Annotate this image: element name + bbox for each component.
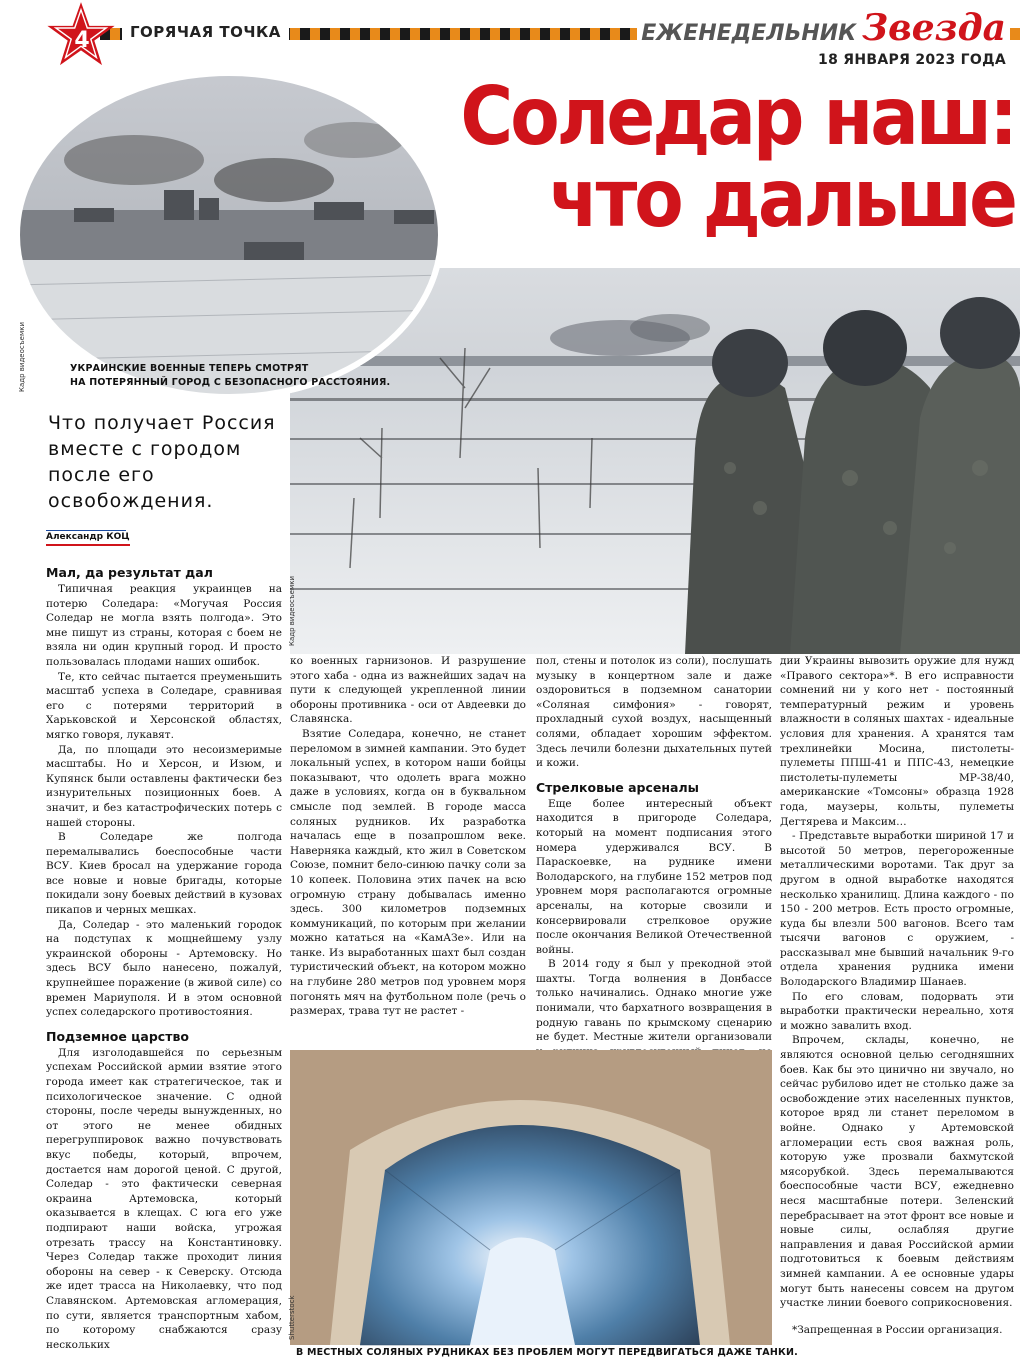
salt-mine-photo: [290, 1050, 772, 1345]
article-column-2: [290, 654, 526, 1044]
paragraph: В Соледаре же полгода перемалывались боеспособные части ВСУ. Киев бросал на удержание города все новые и новые бригады, которые покидали зону боевых действий в кузовах пикапов и черных мешках.: [46, 831, 282, 917]
paragraph: Те, кто сейчас пытается преуменьшить масштаб успеха в Соледаре, сравнивая его с потерями территорий в Харьковской и Херсонской областях, мягко говоря, лукавят.: [46, 670, 282, 741]
article-column-1: [46, 560, 282, 1369]
photo-credit: Кадр видеосъемки: [288, 575, 296, 646]
lead-text: Что получает Россия вместе с городом после его освобождения.: [48, 412, 276, 512]
article-column-3: [536, 654, 772, 1044]
paragraph: Да, Соледар - это маленький городок на подступах к мощнейшему узлу украинской обороны - Артемовску. Но здесь ВСУ было нанесено, пожалуй, крупнейшее поражение (в живой силе) со времен Мариуполя. И в этом основной успех соледарского противостояния.: [46, 918, 282, 1019]
paragraph: дии Украины вывозить оружие для нужд «Правого сектора»*. В его исправности сомнений ни у кого нет - постоянный температурный режим и уровень влажности в соляных шахтах - идеальные условия для хранения. А хранятся там трехлинейки Мосина, пистолеты-пулеметы ППШ-41 и ППС-43, немецкие пистолеты-пулеметы МР-38/40, американские «Томсоны» образца 1928 года, маузеры, кольты, пулеметы Дегтярева и Максим…: [780, 655, 1014, 828]
paragraph: Да, по площади это несоизмеримые масштабы. Но и Херсон, и Изюм, и Купянск были оставлены фактически без изнурительных позиционных боев. А значит, и без катастрофических потерь с нашей стороны.: [46, 743, 282, 829]
footnote: *Запрещенная в России организация.: [792, 1323, 1003, 1336]
city-inset-photo: [14, 70, 444, 400]
caption-line: УКРАИНСКИЕ ВОЕННЫЕ ТЕПЕРЬ СМОТРЯТ: [70, 363, 309, 374]
section-label: ГОРЯЧАЯ ТОЧКА: [122, 22, 289, 42]
subheading: Мал, да результат дал: [46, 565, 213, 580]
paragraph: В 2014 году я был у прекодной этой шахты. Тогда волнения в Донбассе только начинались. Однако многие уже понимали, что бархатного возвращения в родную гавань по крымскому сценарию не будет. Местные жители организовали: [536, 958, 772, 1044]
masthead: [637, 7, 1010, 49]
headline: [390, 70, 1015, 245]
paragraph: Типичная реакция украинцев на потерю Соледара: «Могучая Россия Соледар не могла взять полгода». Это мне пишут из страны, которая с боем не взяла ни один крупный город. И просто пользовалась плодами наших ошибок.: [46, 583, 282, 668]
paragraph: Еще более интересный объект находится в пригороде Соледара, который на момент подписания этого номера удерживался ВСУ. В Параскоевке, на руднике имени Володарского, на глубине 152 метров под уровнем моря располагаются огромные арсеналы, на которые свозили и консервировали стрелковое оружие после окончания Великой Отечественной войны.: [536, 797, 772, 956]
headline-line: Соледар наш:: [460, 70, 1015, 163]
issue-date: 18 ЯНВАРЯ 2023 ГОДА: [818, 52, 1006, 68]
photo-credit: Кадр видеосъемки: [18, 321, 26, 392]
headline-line: что дальше: [549, 152, 1015, 245]
subheading: Подземное царство: [46, 1028, 189, 1044]
photo-caption: В МЕСТНЫХ СОЛЯНЫХ РУДНИКАХ БЕЗ ПРОБЛЕМ МОГУТ ПЕРЕДВИГАТЬСЯ ДАЖЕ ТАНКИ.: [296, 1347, 798, 1358]
paragraph: Для изголодавшейся по серьезным успехам Российской армии взятие этого города имеет как стратегическое, так и психологическое значение. С одной стороны, после череды вынужденных, но от этого не менее обидных перегруппировок важно почувствовать вкус победы, который, впрочем, достается нам дорогой ценой. С другой, Соледар - это фактически северная окраина Артемовска, который оказывается в клещах. С юга его уже подпирают наши войска, угрожая отрезать трассу на Константиновку. Через Соледар также проходит линия обороны на север - к Северску. Отсюда же идет трасса на Николаевку, что под Славянском. Артемовская агломерация, по сути, является транспортным хабом, по которому снабжаются сразу нескольких: [46, 1046, 282, 1351]
article-column-4: [780, 654, 1014, 1369]
paragraph: Взятие Соледара, конечно, не станет переломом в зимней кампании. Это будет локальный успех, в котором наши бойцы показывают, что одолеть врага можно даже в условиях, когда он в буквальном смысле под землей. В городе масса соляных рудников. Их разработка началась еще в позапрошлом веке. Наверняка каждый, кто жил в Советском Союзе, помнит бело-синюю пачку соли за 10 копеек. Половина этих пачек на всю огромную страну добывалась именно здесь. 300 километров подземных коммуникаций, по которым при желании можно кататься на «КамАЗе». Или на танке. Из выработанных шахт был создан туристический объект, на котором можно на глубине 280 метров под уровнем моря погонять мяч на футбольном поле (речь о размерах, трава тут не растет -: [290, 727, 526, 1018]
paragraph: Впрочем, склады, конечно, не являются основной целью сегодняшних боев. Как бы это цинично ни звучало, но сейчас рубилово идет не столько даже за освобождение этих населенных пунктов, которое вряд ли станет переломом в войне. Однако у Артемовской агломерации есть своя важная роль, которую уже прозвали бахмутской мясорубкой. Здесь перемалываются боеспособные части ВСУ, ежедневно неся масштабные потери. Зеленский перебрасывает на этот фронт все новые и новые силы, ослабляя другие направления и давая Российской армии подготовиться к боевым действиям зимней кампании. А ее основные удары могут быть нанесены совсем на другом участке линии боевого соприкосновения.: [780, 1034, 1014, 1310]
byline: Александр КОЦ: [46, 532, 130, 546]
byline-rule: [46, 530, 126, 531]
caption-line: НА ПОТЕРЯННЫЙ ГОРОД С БЕЗОПАСНОГО РАССТОЯНИЯ.: [70, 377, 391, 388]
masthead-brand: Звезда: [862, 7, 1006, 49]
photo-caption: [70, 362, 390, 390]
paragraph: ко военных гарнизонов. И разрушение этого хаба - одна из важнейших задач на пути к следующей укрепленной линии обороны противника - оси от Авдеевки до Славянска.: [290, 655, 526, 726]
paragraph: - Представьте выработки шириной 17 и высотой 50 метров, перегороженные металлическими воротами. Так друг за другом в одной выработке находятся несколько хранилищ. Длина каждого - по 150 - 200 метров. Есть просто огромные, куда бы влезли 500 вагонов. Всего там тысячи вагонов с оружием, - рассказывал мне бывший начальник 9-го отдела хранения рудника имени Володарского Владимир Шанаев.: [780, 830, 1014, 989]
paragraph: По его словам, подорвать эти выработки практически нереально, хотя и можно завалить вход.: [780, 990, 1014, 1032]
page-number: 4: [74, 28, 90, 53]
subheading: Стрелковые арсеналы: [536, 779, 699, 795]
paragraph: пол, стены и потолок из соли), послушать музыку в концертном зале и даже оздоровиться в подземном санатории «Соляная симфония» - говорят, прохладный сухой воздух, насыщенный солями, обладает хорошим эффектом. Здесь лечили болезни дыхательных путей и кожи.: [536, 655, 772, 770]
masthead-weekly: ЕЖЕНЕДЕЛЬНИК: [641, 21, 857, 46]
photo-credit: Shutterstock: [288, 1295, 296, 1340]
